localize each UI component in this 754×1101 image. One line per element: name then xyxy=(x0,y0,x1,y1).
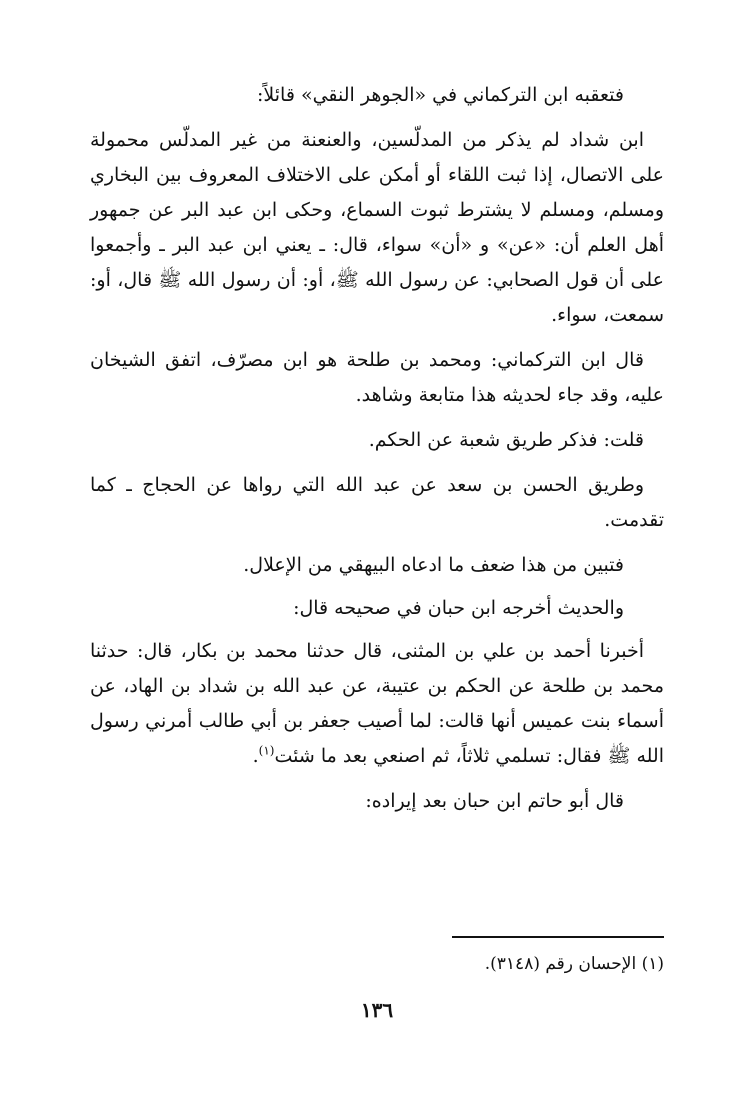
paragraph-hadith xyxy=(90,634,664,774)
paragraph-qultu: قلت: فذكر طريق شعبة عن الحكم. xyxy=(368,429,644,451)
paragraph-quote: ابن شداد لم يذكر من المدلّسين، والعنعنة من غير المدلّس محمولة على الاتصال، إذا ثبت اللقاء أو أمكن على الاختلاف المعروف بين البخاري ومسلم، ومسلم لا يشترط ثبوت السماع، وحكى ابن عبد البر عن جمهور أهل العلم أن: «عن» و «أن» سواء، قال: ـ يعني ابن عبد البر ـ وأجمعوا على أن قول الصحابي: عن رسول الله ﷺ، أو: أن رسول الله ﷺ قال، أو: سمعت، سواء. xyxy=(90,129,664,326)
paragraph-hasan-route: وطريق الحسن بن سعد عن عبد الله التي رواها عن الحجاج ـ كما تقدمت. xyxy=(90,474,664,531)
paragraph-ibn-hibban: والحديث أخرجه ابن حبان في صحيحه قال: xyxy=(293,597,624,619)
main-text xyxy=(90,78,664,829)
hadith-end: . xyxy=(252,745,259,767)
page-number: ١٣٦ xyxy=(360,998,394,1022)
hadith-text: أخبرنا أحمد بن علي بن المثنى، قال حدثنا محمد بن بكار، قال: حدثنا محمد بن طلحة عن الحكم بن عتيبة، عن عبد الله بن شداد بن الهاد، عن أسماء بنت عميس أنها قالت: لما أصيب جعفر بن أبي طالب أمرني رسول الله ﷺ فقال: تسلمي ثلاثاً، ثم اصنعي بعد ما شئت xyxy=(90,640,664,767)
paragraph-intro: فتعقبه ابن التركماني في «الجوهر النقي» قائلاً: xyxy=(257,84,624,106)
paragraph-ibn-turkmani: قال ابن التركماني: ومحمد بن طلحة هو ابن مصرّف، اتفق الشيخان عليه، وقد جاء لحديثه هذا متابعة وشاهد. xyxy=(90,349,664,406)
paragraph-conclusion: فتبين من هذا ضعف ما ادعاه البيهقي من الإعلال. xyxy=(243,554,624,576)
paragraph-abu-hatim: قال أبو حاتم ابن حبان بعد إيراده: xyxy=(365,790,624,812)
footnote: (١) الإحسان رقم (٣١٤٨). xyxy=(484,954,664,974)
footnote-separator xyxy=(452,936,664,938)
footnote-marker: (١) xyxy=(258,743,275,758)
